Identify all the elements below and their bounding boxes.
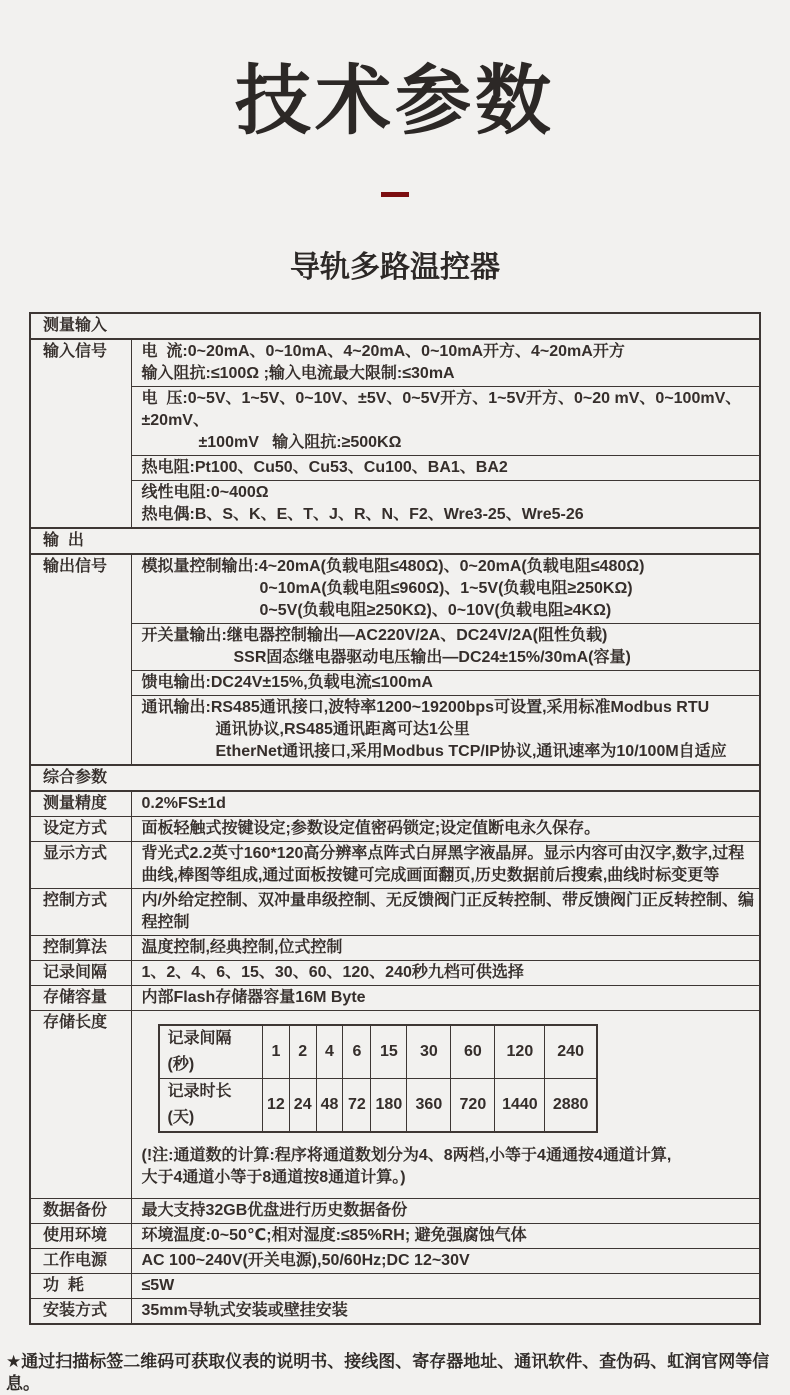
- label-control-mode: 控制方式: [30, 889, 131, 936]
- row-output-comm: [30, 696, 760, 766]
- value-record-interval: 1、2、4、6、15、30、60、120、240秒九档可供选择: [131, 961, 760, 986]
- row-display: [30, 842, 760, 889]
- row-record-interval: [30, 961, 760, 986]
- row-input-current: [30, 339, 760, 387]
- row-input-rtd: [30, 456, 760, 481]
- section-row-general-params: [30, 765, 760, 791]
- value-storage-capacity: 内部Flash存储器容量16M Byte: [131, 986, 760, 1011]
- row-power: [30, 1249, 760, 1274]
- storage-interval-value: 240: [545, 1025, 597, 1079]
- spec-line: 背光式2.2英寸160*120高分辨率点阵式白屏黑字液晶屏。显示内容可由汉字,数字,过程: [141, 845, 745, 862]
- section-title-output: [30, 528, 760, 554]
- value-consumption: ≤5W: [131, 1274, 760, 1299]
- row-accuracy: [30, 791, 760, 817]
- cell-input-voltage: [131, 387, 760, 456]
- value-control-mode: 内/外给定控制、双冲量串级控制、无反馈阀门正反转控制、带反馈阀门正反转控制、编程控制: [131, 889, 760, 936]
- spec-line: 0~10mA(负载电阻≤960Ω)、1~5V(负载电阻≥250KΩ): [259, 580, 633, 597]
- row-storage-capacity: [30, 986, 760, 1011]
- spec-line: 热电偶:B、S、K、E、T、J、R、N、F2、Wre3-25、Wre5-26: [141, 506, 584, 523]
- section-row-output: [30, 528, 760, 554]
- storage-interval-value: 1: [263, 1025, 290, 1079]
- cell-input-linear-thermocouple: [131, 481, 760, 529]
- storage-duration-value: 48: [316, 1079, 343, 1133]
- cell-output-analog: [131, 554, 760, 624]
- spec-line: 线性电阻:0~400Ω: [141, 484, 269, 501]
- section-label: 综合参数: [43, 769, 108, 786]
- storage-interval-header: 记录间隔(秒): [159, 1025, 263, 1079]
- storage-interval-value: 60: [451, 1025, 495, 1079]
- spec-line: 热电阻:Pt100、Cu50、Cu53、Cu100、BA1、BA2: [141, 459, 508, 476]
- spec-line: EtherNet通讯接口,采用Modbus TCP/IP协议,通讯速率为10/100M自适应: [215, 743, 727, 760]
- row-input-linear-thermocouple: [30, 481, 760, 529]
- label-environment: 使用环境: [30, 1224, 131, 1249]
- section-row-measure-input: [30, 313, 760, 339]
- spec-line: 通讯输出:RS485通讯接口,波特率1200~19200bps可设置,采用标准Modbus RTU: [141, 699, 710, 716]
- storage-duration-value: 24: [289, 1079, 316, 1133]
- product-subtitle: 导轨多路温控器: [290, 251, 500, 284]
- spec-line: 电 流:0~20mA、0~10mA、4~20mA、0~10mA开方、4~20mA开方: [141, 343, 625, 360]
- label-output-signal: 输出信号: [30, 554, 131, 765]
- value-environment: 环境温度:0~50℃;相对湿度:≤85%RH; 避免强腐蚀气体: [131, 1224, 760, 1249]
- storage-duration-value: 72: [343, 1079, 371, 1133]
- storage-duration-value: 1440: [495, 1079, 545, 1133]
- row-control-mode: [30, 889, 760, 936]
- row-consumption: [30, 1274, 760, 1299]
- storage-interval-value: 15: [371, 1025, 407, 1079]
- spec-line: 0~5V(负载电阻≥250KΩ)、0~10V(负载电阻≥4KΩ): [259, 602, 612, 619]
- spec-line: 电 压:0~5V、1~5V、0~10V、±5V、0~5V开方、1~5V开方、0~20 mV、0~100mV、±20mV、: [141, 390, 742, 429]
- spec-line: 模拟量控制输出:4~20mA(负载电阻≤480Ω)、0~20mA(负载电阻≤480Ω): [141, 558, 645, 575]
- spec-line: 馈电输出:DC24V±15%,负载电流≤100mA: [141, 674, 433, 691]
- spec-table: [29, 312, 761, 1325]
- footnote: ★通过扫描标签二维码可获取仪表的说明书、接线图、寄存器地址、通讯软件、查伪码、虹润官网等信息。: [6, 1352, 770, 1393]
- label-accuracy: 测量精度: [30, 791, 131, 817]
- label-input-signal: 输入信号: [30, 339, 131, 528]
- value-mounting: 35mm导轨式安装或壁挂安装: [131, 1299, 760, 1325]
- spec-line: (!注:通道数的计算:程序将通道数划分为4、8两档,小等于4通通按4通道计算,: [141, 1147, 672, 1164]
- row-environment: [30, 1224, 760, 1249]
- spec-line: 通讯协议,RS485通讯距离可达1公里: [215, 721, 470, 738]
- row-setting: [30, 817, 760, 842]
- section-title-general-params: [30, 765, 760, 791]
- page-title: 技术参数: [235, 59, 555, 144]
- label-consumption: 功 耗: [30, 1274, 131, 1299]
- row-storage-length: [30, 1011, 760, 1199]
- row-control-algo: [30, 936, 760, 961]
- row-output-analog: [30, 554, 760, 624]
- spec-line: 大于4通道小等于8通道按8通道计算。): [141, 1169, 406, 1186]
- cell-output-comm: [131, 696, 760, 766]
- value-setting: 面板轻触式按键设定;参数设定值密码锁定;设定值断电永久保存。: [131, 817, 760, 842]
- label-storage-capacity: 存储容量: [30, 986, 131, 1011]
- value-accuracy: 0.2%FS±1d: [131, 791, 760, 817]
- spec-line: 开关量输出:继电器控制输出—AC220V/2A、DC24V/2A(阻性负载): [141, 627, 608, 644]
- storage-duration-value: 180: [371, 1079, 407, 1133]
- storage-interval-value: 2: [289, 1025, 316, 1079]
- label-setting: 设定方式: [30, 817, 131, 842]
- cell-output-feed: [131, 671, 760, 696]
- label-storage-length: 存储长度: [30, 1011, 131, 1199]
- label-record-interval: 记录间隔: [30, 961, 131, 986]
- storage-length-interval-row: [159, 1025, 597, 1079]
- storage-duration-value: 12: [263, 1079, 290, 1133]
- storage-length-note: [142, 1145, 756, 1197]
- storage-duration-value: 2880: [545, 1079, 597, 1133]
- value-power: AC 100~240V(开关电源),50/60Hz;DC 12~30V: [131, 1249, 760, 1274]
- section-label: 测量输入: [43, 317, 108, 334]
- label-control-algo: 控制算法: [30, 936, 131, 961]
- storage-interval-value: 30: [407, 1025, 451, 1079]
- storage-duration-value: 360: [407, 1079, 451, 1133]
- row-output-switch: [30, 624, 760, 671]
- storage-interval-value: 4: [316, 1025, 343, 1079]
- storage-duration-header: 记录时长(天): [159, 1079, 263, 1133]
- row-input-voltage: [30, 387, 760, 456]
- cell-input-current: [131, 339, 760, 387]
- value-control-algo: 温度控制,经典控制,位式控制: [131, 936, 760, 961]
- label-backup: 数据备份: [30, 1199, 131, 1224]
- title-divider: [381, 192, 409, 197]
- spec-line: 曲线,棒图等组成,通过面板按键可完成画面翻页,历史数据前后搜索,曲线时标变更等: [141, 867, 720, 884]
- label-display: 显示方式: [30, 842, 131, 889]
- cell-input-rtd: [131, 456, 760, 481]
- value-backup: 最大支持32GB优盘进行历史数据备份: [131, 1199, 760, 1224]
- spec-line: ±100mV 输入阻抗:≥500KΩ: [198, 434, 402, 451]
- spec-line: 输入阻抗:≤100Ω ;输入电流最大限制:≤30mA: [141, 365, 455, 382]
- storage-duration-value: 720: [451, 1079, 495, 1133]
- label-power: 工作电源: [30, 1249, 131, 1274]
- value-display: [131, 842, 760, 889]
- section-label: 输 出: [43, 532, 84, 549]
- row-backup: [30, 1199, 760, 1224]
- storage-length-table: [158, 1024, 598, 1133]
- storage-interval-value: 120: [495, 1025, 545, 1079]
- storage-length-duration-row: [159, 1079, 597, 1133]
- cell-output-switch: [131, 624, 760, 671]
- storage-interval-value: 6: [343, 1025, 371, 1079]
- section-title-measure-input: [30, 313, 760, 339]
- row-mounting: [30, 1299, 760, 1325]
- spec-line: SSR固态继电器驱动电压输出—DC24±15%/30mA(容量): [233, 649, 631, 666]
- cell-storage-length: [131, 1011, 760, 1199]
- row-output-feed: [30, 671, 760, 696]
- label-mounting: 安装方式: [30, 1299, 131, 1325]
